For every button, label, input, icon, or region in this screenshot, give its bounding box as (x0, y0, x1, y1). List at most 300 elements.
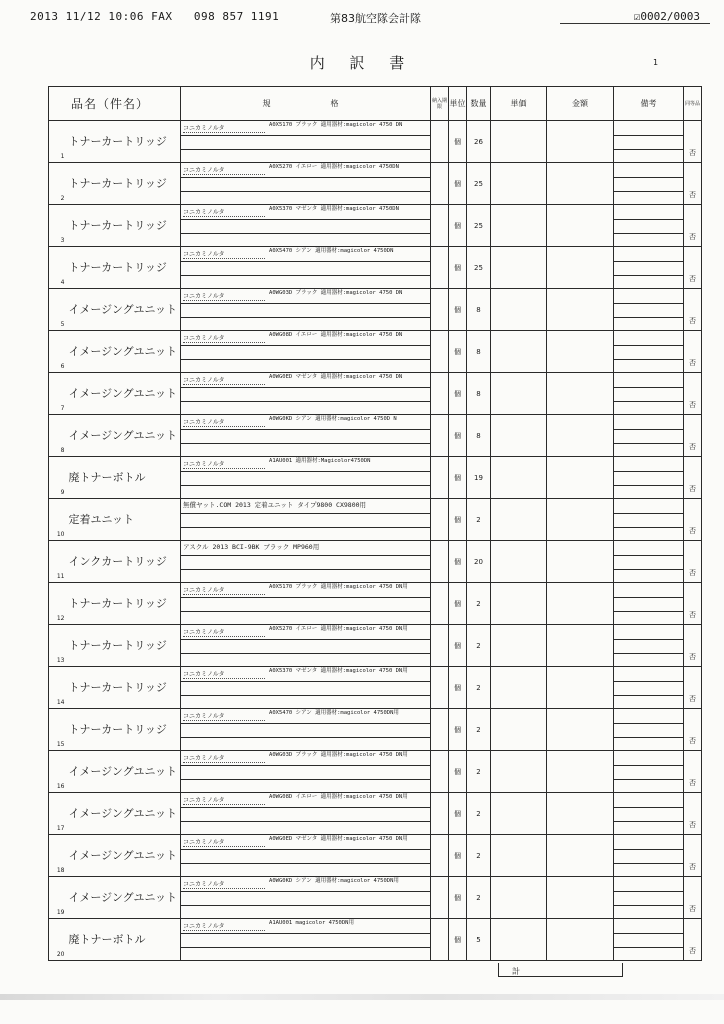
item-maker: コニカミノルタ (183, 669, 265, 679)
item-maker: コニカミノルタ (183, 417, 265, 427)
amount-cell (547, 121, 614, 163)
item-spec (181, 835, 431, 877)
spec-rule (181, 779, 430, 780)
scan-artifact (0, 994, 724, 1000)
spec-rule (181, 821, 430, 822)
note-rule (614, 359, 683, 360)
table-row (49, 919, 702, 961)
table-row (49, 205, 702, 247)
item-unit: 個 (449, 457, 467, 499)
item-spec (181, 541, 431, 583)
amount-cell (547, 709, 614, 751)
table-row (49, 415, 702, 457)
spec-rule (181, 681, 430, 682)
item-qty: 8 (467, 415, 491, 457)
delivery-cell (431, 289, 449, 331)
amount-cell (547, 205, 614, 247)
spec-rule (181, 513, 430, 514)
spec-rule (181, 947, 430, 948)
item-model: A0X5270 イエロー 適用器材:magicolor 4750DN (269, 164, 399, 170)
row-number: 20 (49, 919, 67, 961)
note-cell (614, 499, 684, 541)
price-cell (491, 835, 547, 877)
item-model: A0X5170 ブラック 適用器材:magicolor 4750 DN (269, 122, 403, 128)
item-name: イメージングユニット (67, 877, 181, 919)
page-number: 1 (653, 58, 659, 67)
spec-rule (181, 807, 430, 808)
item-spec (181, 709, 431, 751)
price-cell (491, 163, 547, 205)
item-model: A0WG03D ブラック 適用器材:magicolor 4750 DN (269, 290, 403, 296)
item-name: トナーカートリッジ (67, 163, 181, 205)
amount-cell (547, 541, 614, 583)
item-name: 定着ユニット (67, 499, 181, 541)
item-spec (181, 373, 431, 415)
spec-rule (181, 597, 430, 598)
amount-cell (547, 457, 614, 499)
note-rule (614, 891, 683, 892)
note-rule (614, 527, 683, 528)
delivery-cell (431, 583, 449, 625)
spec-rule (181, 471, 430, 472)
same-flag: 否 (684, 499, 702, 541)
item-unit: 個 (449, 247, 467, 289)
amount-cell (547, 373, 614, 415)
table-row (49, 835, 702, 877)
note-rule (614, 653, 683, 654)
note-cell (614, 121, 684, 163)
item-unit: 個 (449, 877, 467, 919)
same-flag: 否 (684, 835, 702, 877)
note-cell (614, 541, 684, 583)
same-flag: 否 (684, 751, 702, 793)
delivery-cell (431, 205, 449, 247)
price-cell (491, 415, 547, 457)
delivery-cell (431, 667, 449, 709)
item-spec (181, 625, 431, 667)
spec-rule (181, 401, 430, 402)
item-qty: 2 (467, 625, 491, 667)
item-spec (181, 877, 431, 919)
document-title: 内 訳 書 (309, 54, 415, 72)
price-cell (491, 625, 547, 667)
item-spec (181, 919, 431, 961)
item-maker: コニカミノルタ (183, 207, 265, 217)
spec-rule (181, 191, 430, 192)
item-unit: 個 (449, 205, 467, 247)
table-header-row (49, 87, 702, 121)
amount-cell (547, 499, 614, 541)
item-qty: 2 (467, 667, 491, 709)
item-qty: 2 (467, 583, 491, 625)
item-spec (181, 793, 431, 835)
spec-rule (181, 569, 430, 570)
note-rule (614, 261, 683, 262)
amount-cell (547, 331, 614, 373)
delivery-cell (431, 247, 449, 289)
note-cell (614, 667, 684, 709)
item-model: A0WG08D イエロー 適用器材:magicolor 4750 DN (269, 332, 403, 338)
item-maker: コニカミノルタ (183, 627, 265, 637)
amount-cell (547, 625, 614, 667)
item-spec (181, 499, 431, 541)
item-unit: 個 (449, 499, 467, 541)
table-row (49, 751, 702, 793)
note-cell (614, 289, 684, 331)
header-spec: 規格 (181, 87, 431, 121)
table-row (49, 499, 702, 541)
note-rule (614, 135, 683, 136)
row-number: 10 (49, 499, 67, 541)
item-model: A0WG03D ブラック 適用器材:magicolor 4750 DN用 (269, 752, 408, 758)
amount-cell (547, 583, 614, 625)
row-number: 6 (49, 331, 67, 373)
item-name: トナーカートリッジ (67, 709, 181, 751)
item-unit: 個 (449, 415, 467, 457)
same-flag: 否 (684, 709, 702, 751)
price-cell (491, 457, 547, 499)
note-rule (614, 933, 683, 934)
note-cell (614, 415, 684, 457)
price-cell (491, 289, 547, 331)
fax-datetime-text: 2013 11/12 10:06 FAX (30, 10, 173, 23)
table-row (49, 457, 702, 499)
delivery-cell (431, 163, 449, 205)
header-unit: 単位 (449, 87, 467, 121)
note-rule (614, 639, 683, 640)
note-cell (614, 877, 684, 919)
note-rule (614, 219, 683, 220)
row-number: 11 (49, 541, 67, 583)
item-unit: 個 (449, 163, 467, 205)
item-qty: 26 (467, 121, 491, 163)
note-rule (614, 807, 683, 808)
note-cell (614, 835, 684, 877)
spec-rule (181, 443, 430, 444)
note-cell (614, 457, 684, 499)
spec-rule (181, 737, 430, 738)
note-rule (614, 149, 683, 150)
same-flag: 否 (684, 667, 702, 709)
spec-rule (181, 653, 430, 654)
item-name: イメージングユニット (67, 289, 181, 331)
spec-rule (181, 261, 430, 262)
item-name: トナーカートリッジ (67, 121, 181, 163)
spec-rule (181, 219, 430, 220)
header-amount: 金額 (547, 87, 614, 121)
delivery-cell (431, 457, 449, 499)
item-maker: コニカミノルタ (183, 921, 265, 931)
item-qty: 8 (467, 373, 491, 415)
spec-rule (181, 723, 430, 724)
item-unit: 個 (449, 667, 467, 709)
item-unit: 個 (449, 373, 467, 415)
amount-cell (547, 289, 614, 331)
price-cell (491, 709, 547, 751)
row-number: 14 (49, 667, 67, 709)
price-cell (491, 373, 547, 415)
total-label: 計 (512, 967, 520, 976)
note-cell (614, 205, 684, 247)
item-unit: 個 (449, 709, 467, 751)
item-qty: 8 (467, 289, 491, 331)
spec-rule (181, 429, 430, 430)
item-spec (181, 121, 431, 163)
item-qty: 2 (467, 877, 491, 919)
spec-rule (181, 135, 430, 136)
table-row (49, 793, 702, 835)
note-rule (614, 303, 683, 304)
fax-header (30, 8, 700, 26)
header-name: 品名（件名） (49, 87, 181, 121)
note-rule (614, 177, 683, 178)
spec-rule (181, 611, 430, 612)
same-flag: 否 (684, 793, 702, 835)
same-flag: 否 (684, 415, 702, 457)
note-rule (614, 401, 683, 402)
item-name: 廃トナーボトル (67, 919, 181, 961)
price-cell (491, 793, 547, 835)
item-model: A0WG0ED マゼンタ 適用器材:magicolor 4750 DN用 (269, 836, 408, 842)
table-row (49, 289, 702, 331)
item-name: トナーカートリッジ (67, 667, 181, 709)
delivery-cell (431, 835, 449, 877)
note-rule (614, 191, 683, 192)
table-row (49, 331, 702, 373)
item-spec (181, 667, 431, 709)
note-rule (614, 233, 683, 234)
delivery-cell (431, 541, 449, 583)
table-row (49, 877, 702, 919)
spec-rule (181, 233, 430, 234)
item-maker: コニカミノルタ (183, 711, 265, 721)
item-spec (181, 583, 431, 625)
row-number: 18 (49, 835, 67, 877)
item-qty: 20 (467, 541, 491, 583)
item-maker: コニカミノルタ (183, 879, 265, 889)
item-qty: 2 (467, 835, 491, 877)
note-rule (614, 443, 683, 444)
note-rule (614, 695, 683, 696)
amount-cell (547, 667, 614, 709)
item-name: トナーカートリッジ (67, 625, 181, 667)
item-spec (181, 205, 431, 247)
note-rule (614, 723, 683, 724)
spec-rule (181, 639, 430, 640)
same-flag: 否 (684, 331, 702, 373)
item-model: 無償ヤット.COM 2013 定着ユニット タイプ9800 CX9800用 (183, 501, 367, 509)
header-note: 備考 (614, 87, 684, 121)
price-cell (491, 205, 547, 247)
header-same: 同等品 (684, 87, 702, 121)
same-flag: 否 (684, 373, 702, 415)
item-name: トナーカートリッジ (67, 205, 181, 247)
item-qty: 5 (467, 919, 491, 961)
spec-rule (181, 891, 430, 892)
table-row (49, 625, 702, 667)
row-number: 9 (49, 457, 67, 499)
item-maker: コニカミノルタ (183, 375, 265, 385)
same-flag: 否 (684, 625, 702, 667)
item-name: トナーカートリッジ (67, 247, 181, 289)
table-row (49, 709, 702, 751)
note-rule (614, 947, 683, 948)
table-row (49, 373, 702, 415)
fax-sender: 第83航空隊会計隊 (330, 12, 421, 25)
spec-rule (181, 387, 430, 388)
row-number: 13 (49, 625, 67, 667)
price-cell (491, 499, 547, 541)
delivery-cell (431, 499, 449, 541)
item-name: イメージングユニット (67, 415, 181, 457)
same-flag: 否 (684, 457, 702, 499)
item-model: A0X5370 マゼンタ 適用器材:magicolor 4750DN (269, 206, 399, 212)
amount-cell (547, 751, 614, 793)
note-rule (614, 611, 683, 612)
delivery-cell (431, 877, 449, 919)
delivery-cell (431, 121, 449, 163)
delivery-cell (431, 709, 449, 751)
price-cell (491, 667, 547, 709)
spec-rule (181, 345, 430, 346)
delivery-cell (431, 415, 449, 457)
note-rule (614, 779, 683, 780)
same-flag: 否 (684, 877, 702, 919)
same-flag: 否 (684, 919, 702, 961)
spec-rule (181, 695, 430, 696)
table-row (49, 583, 702, 625)
spec-rule (181, 527, 430, 528)
spec-rule (181, 765, 430, 766)
same-flag: 否 (684, 247, 702, 289)
item-maker: コニカミノルタ (183, 333, 265, 343)
note-cell (614, 331, 684, 373)
delivery-cell (431, 625, 449, 667)
item-model: アスクル 2013 BCI-9BK ブラック MP960用 (183, 543, 320, 551)
amount-cell (547, 877, 614, 919)
item-spec (181, 247, 431, 289)
delivery-cell (431, 919, 449, 961)
note-rule (614, 317, 683, 318)
item-maker: コニカミノルタ (183, 837, 265, 847)
note-cell (614, 751, 684, 793)
item-unit: 個 (449, 289, 467, 331)
note-rule (614, 569, 683, 570)
item-model: A0WG08D イエロー 適用器材:magicolor 4750 DN用 (269, 794, 408, 800)
note-rule (614, 863, 683, 864)
note-rule (614, 485, 683, 486)
item-model: A0X5370 マゼンタ 適用器材:magicolor 4750 DN用 (269, 668, 408, 674)
item-model: A1AU001 適用器材:Magicolor4750DN (269, 458, 371, 464)
spec-rule (181, 317, 430, 318)
item-spec (181, 415, 431, 457)
item-qty: 2 (467, 793, 491, 835)
item-model: A0X5170 ブラック 適用器材:magicolor 4750 DN用 (269, 584, 408, 590)
note-rule (614, 513, 683, 514)
row-number: 17 (49, 793, 67, 835)
table-row (49, 667, 702, 709)
item-unit: 個 (449, 583, 467, 625)
note-rule (614, 821, 683, 822)
item-model: A0X5470 シアン 適用器材:magicolor 4750DN用 (269, 710, 399, 716)
note-rule (614, 471, 683, 472)
price-cell (491, 877, 547, 919)
item-model: A0X5470 シアン 適用器材:magicolor 4750DN (269, 248, 394, 254)
item-unit: 個 (449, 331, 467, 373)
item-maker: コニカミノルタ (183, 753, 265, 763)
delivery-cell (431, 373, 449, 415)
row-number: 12 (49, 583, 67, 625)
amount-cell (547, 793, 614, 835)
item-name: イメージングユニット (67, 793, 181, 835)
item-model: A0X5270 イエロー 適用器材:magicolor 4750 DN用 (269, 626, 408, 632)
item-model: A1AU001 magicolor 4750DN用 (269, 920, 354, 926)
row-number: 16 (49, 751, 67, 793)
row-number: 4 (49, 247, 67, 289)
item-maker: コニカミノルタ (183, 585, 265, 595)
header-delivery: 納入期限 (431, 87, 449, 121)
spec-rule (181, 149, 430, 150)
item-spec (181, 457, 431, 499)
item-qty: 8 (467, 331, 491, 373)
note-rule (614, 765, 683, 766)
note-rule (614, 275, 683, 276)
spec-rule (181, 275, 430, 276)
item-qty: 25 (467, 205, 491, 247)
note-rule (614, 905, 683, 906)
amount-cell (547, 247, 614, 289)
header-price: 単価 (491, 87, 547, 121)
note-rule (614, 597, 683, 598)
same-flag: 否 (684, 541, 702, 583)
item-qty: 2 (467, 751, 491, 793)
item-qty: 25 (467, 247, 491, 289)
item-unit: 個 (449, 541, 467, 583)
row-number: 19 (49, 877, 67, 919)
note-rule (614, 737, 683, 738)
item-unit: 個 (449, 835, 467, 877)
item-unit: 個 (449, 121, 467, 163)
item-maker: コニカミノルタ (183, 291, 265, 301)
amount-cell (547, 835, 614, 877)
item-unit: 個 (449, 751, 467, 793)
row-number: 2 (49, 163, 67, 205)
amount-cell (547, 163, 614, 205)
item-name: 廃トナーボトル (67, 457, 181, 499)
fax-number: 098 857 1191 (193, 10, 280, 23)
delivery-cell (431, 751, 449, 793)
item-unit: 個 (449, 793, 467, 835)
note-cell (614, 583, 684, 625)
row-number: 1 (49, 121, 67, 163)
price-cell (491, 583, 547, 625)
item-name: インクカートリッジ (67, 541, 181, 583)
item-spec (181, 289, 431, 331)
row-number: 15 (49, 709, 67, 751)
amount-cell (547, 415, 614, 457)
price-cell (491, 541, 547, 583)
item-name: イメージングユニット (67, 331, 181, 373)
spec-rule (181, 933, 430, 934)
item-name: イメージングユニット (67, 373, 181, 415)
note-cell (614, 919, 684, 961)
delivery-cell (431, 331, 449, 373)
item-name: イメージングユニット (67, 835, 181, 877)
item-maker: コニカミノルタ (183, 249, 265, 259)
item-spec (181, 163, 431, 205)
item-qty: 19 (467, 457, 491, 499)
fax-datetime (30, 10, 279, 23)
